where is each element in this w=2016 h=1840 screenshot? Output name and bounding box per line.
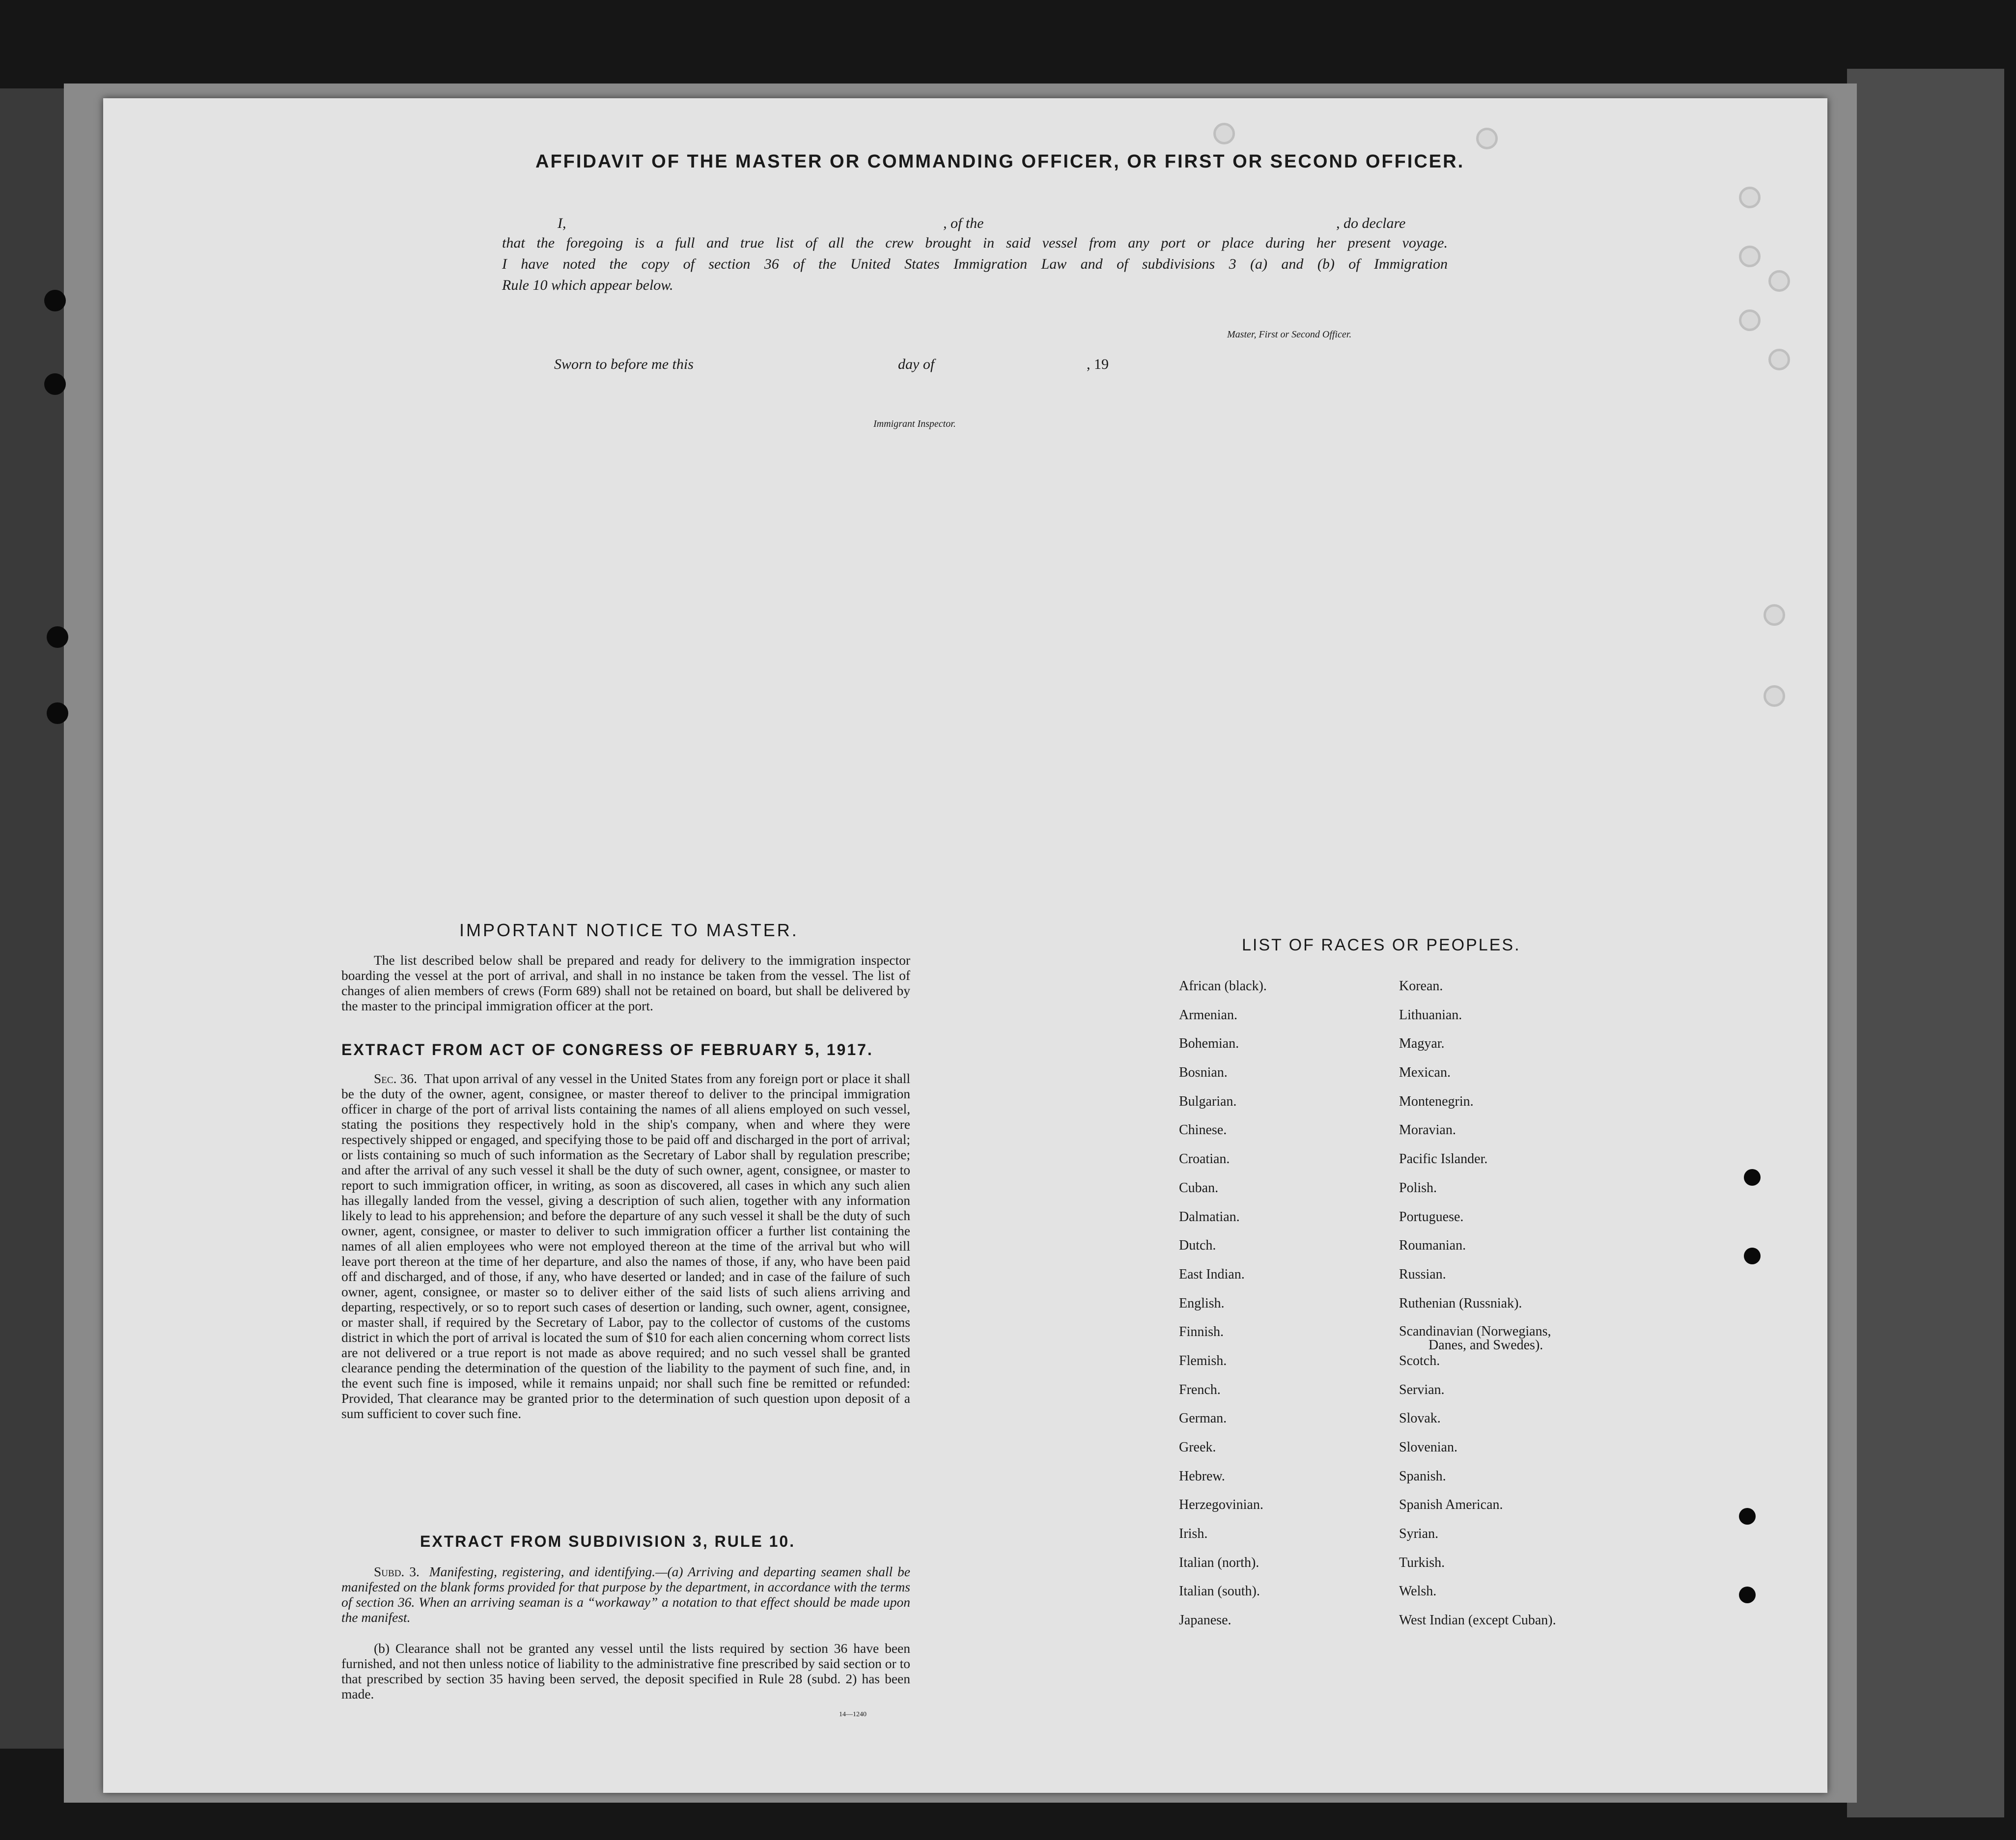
notice-text: The list described below shall be prepared and ready for delivery to the immigration inspector boarding the vessel at the port of arrival, and shall in no instance be taken from the vessel. The list of changes of alien members of crews (Form 689) shall not be retained on board, but shall be delivered by the master to the principal immigration officer at the port. xyxy=(341,952,910,1013)
race-item-left-label: Dutch. xyxy=(1179,1238,1216,1254)
affidavit-of-the: , of the xyxy=(943,215,984,231)
races-right-column xyxy=(1399,979,1556,1642)
race-item-left xyxy=(1179,1296,1267,1325)
race-item-right xyxy=(1399,1383,1556,1412)
race-item-right-label: Mexican. xyxy=(1399,1065,1451,1081)
race-item-right-label: Magyar. xyxy=(1399,1036,1445,1052)
race-item-right-label: Ruthenian (Russniak). xyxy=(1399,1295,1522,1311)
race-item-left xyxy=(1179,1411,1267,1440)
sworn-day-of: day of xyxy=(898,356,935,372)
extract-rule-title: EXTRACT FROM SUBDIVISION 3, RULE 10. xyxy=(420,1533,796,1550)
race-item-left-label: Flemish. xyxy=(1179,1353,1227,1368)
race-item-left-label: Italian (south). xyxy=(1179,1584,1260,1599)
race-item-right xyxy=(1399,1181,1556,1210)
race-item-left-label: Bulgarian. xyxy=(1179,1093,1237,1109)
race-item-left-label: Chinese. xyxy=(1179,1122,1227,1138)
race-item-right xyxy=(1399,1238,1556,1267)
binder-hole xyxy=(44,373,66,395)
race-item-left xyxy=(1179,1383,1267,1412)
race-item-left-label: French. xyxy=(1179,1382,1221,1397)
race-item-right xyxy=(1399,1296,1556,1325)
race-item-right xyxy=(1399,1527,1556,1556)
race-item-right xyxy=(1399,1210,1556,1239)
race-item-left-label: Japanese. xyxy=(1179,1613,1232,1628)
race-item-left-label: Bosnian. xyxy=(1179,1065,1228,1081)
race-item-right xyxy=(1399,1325,1556,1354)
race-item-left xyxy=(1179,1065,1267,1094)
race-item-left-label: German. xyxy=(1179,1411,1227,1426)
race-item-right xyxy=(1399,1008,1556,1037)
race-item-right xyxy=(1399,979,1556,1008)
race-item-right xyxy=(1399,1094,1556,1123)
race-item-right xyxy=(1399,1498,1556,1527)
punch-hole xyxy=(1739,1587,1756,1603)
binder-hole xyxy=(47,702,68,724)
affidavit-line-3: I have noted the copy of section 36 of the United States Immigration Law and of subdivisions 3 (a) and (b) of Immigration xyxy=(502,256,1448,272)
notice-title: IMPORTANT NOTICE TO MASTER. xyxy=(459,920,799,940)
race-item-left-label: Hebrew. xyxy=(1179,1468,1225,1484)
race-item-left xyxy=(1179,1556,1267,1585)
punch-hole xyxy=(1764,604,1785,626)
sworn-text: Sworn to before me this xyxy=(554,356,694,372)
punch-hole xyxy=(1768,270,1790,292)
race-item-right xyxy=(1399,1440,1556,1469)
race-item-left xyxy=(1179,1613,1267,1642)
extract-act-title: EXTRACT FROM ACT OF CONGRESS OF FEBRUARY 5, 1917. xyxy=(341,1041,873,1059)
form-number: 14—1240 xyxy=(839,1711,867,1718)
sec-36-body: That upon arrival of any vessel in the United States from any foreign port or place it shall be the duty of the owner, agent, consignee, or master thereof to deliver to the principal immigration officer in charge of the port of arrival lists containing the names of all aliens employed on such vessel, stating the positions they respectively hold in the ship's company, when and where they were respectively shipped or engaged, and specifying those to be paid off and discharged in the port of arrival; or lists containing so much of such information as the Secretary of Labor shall by regulation prescribe; and after the arrival of any such vessel it shall be the duty of such owner, agent, consignee, or master to report to such immigration officer, in writing, as soon as discovered, all cases in which any such alien has illegally landed from the vessel, giving a description of such alien, together with any information likely to lead to his apprehension; and before the departure of any such vessel it shall be the duty of such owner, agent, consignee, or master to deliver to such immigration officer a further list containing the names of all alien employees who were not employed thereon at the time of the arrival but who will leave port thereon at the time of her departure, and also the names of those, if any, who have been paid off and discharged, and of those, if any, who have deserted or landed; and in case of the failure of such owner, agent, consignee, or master so to deliver either of the said lists of such aliens arriving and departing, respectively, or so to report such cases of desertion or landing, such owner, agent, consignee, or master shall, if required by the Secretary of Labor, pay to the collector of customs of the customs district in which the port of arrival is located the sum of $10 for each alien concerning whom correct lists are not delivered or a true report is not made as above required; and no such vessel shall be granted clearance pending the determination of the question of the liability to the payment of such fine, and, in the event such fine is imposed, while it remains unpaid; nor shall such fine be remitted or refunded: Provided, That clearance may be granted prior to the determination of such question upon deposit of a sum sufficient to cover such fine. xyxy=(341,1071,911,1421)
race-item-left xyxy=(1179,1498,1267,1527)
race-item-right xyxy=(1399,1123,1556,1152)
race-item-right-label: Scandinavian (Norwegians, xyxy=(1399,1324,1551,1339)
race-item-left xyxy=(1179,1584,1267,1613)
race-item-right xyxy=(1399,1267,1556,1296)
race-item-left-label: Irish. xyxy=(1179,1526,1208,1542)
race-item-right-label: Russian. xyxy=(1399,1266,1446,1282)
race-item-left xyxy=(1179,1181,1267,1210)
races-left-column xyxy=(1179,979,1267,1642)
extract-rule-para-a xyxy=(341,1564,910,1625)
punch-hole xyxy=(1476,128,1498,149)
race-item-left xyxy=(1179,1008,1267,1037)
race-item-left-label: Croatian. xyxy=(1179,1151,1230,1167)
race-item-right-label: Welsh. xyxy=(1399,1584,1437,1599)
race-item-right-label: Turkish. xyxy=(1399,1555,1445,1570)
subd-3a-body: Manifesting, registering, and identifying.—(a) Arriving and departing seamen shall be manifested on the blank forms provided for that purpose by the department, in accordance with the terms of section 36. When an arriving seaman is a “workaway” a notation to that effect should be made upon the manifest. xyxy=(341,1564,911,1625)
race-item-left xyxy=(1179,1267,1267,1296)
subd-label: Subd. 3. xyxy=(374,1564,420,1579)
race-item-right-label-continued: Danes, and Swedes). xyxy=(1428,1338,1543,1353)
race-item-right xyxy=(1399,1065,1556,1094)
race-item-left-label: Finnish. xyxy=(1179,1324,1224,1340)
punch-hole xyxy=(1744,1248,1761,1264)
race-item-left xyxy=(1179,1094,1267,1123)
race-item-right-label: Pacific Islander. xyxy=(1399,1151,1488,1167)
affidavit-do-declare: , do declare xyxy=(1336,215,1406,231)
race-item-right-label: Polish. xyxy=(1399,1180,1437,1196)
races-title: LIST OF RACES OR PEOPLES. xyxy=(1242,936,1521,954)
race-item-left-label: Cuban. xyxy=(1179,1180,1219,1196)
manifest-sheet xyxy=(103,98,1827,1793)
race-item-right xyxy=(1399,1152,1556,1181)
extract-rule-para-b: (b) Clearance shall not be granted any vessel until the lists required by section 36 have been furnished, and not then unless notice of liability to the administrative fine prescribed by said section or to that prescribed by section 35 having been served, the deposit specified in Rule 28 (subd. 2) has been made. xyxy=(341,1641,910,1701)
sworn-year: , 19 xyxy=(1087,356,1109,372)
affidavit-i: I, xyxy=(558,215,566,231)
punch-hole xyxy=(1213,123,1235,144)
punch-hole xyxy=(1744,1169,1761,1186)
extract-act-text xyxy=(341,1071,910,1421)
race-item-left xyxy=(1179,1210,1267,1239)
race-item-left-label: Greek. xyxy=(1179,1440,1216,1455)
punch-hole xyxy=(1739,246,1761,267)
race-item-right-label: Spanish American. xyxy=(1399,1497,1503,1513)
race-item-right xyxy=(1399,1411,1556,1440)
race-item-left-label: Armenian. xyxy=(1179,1007,1237,1023)
race-item-left-label: Dalmatian. xyxy=(1179,1209,1240,1225)
race-item-right-label: Moravian. xyxy=(1399,1122,1456,1138)
immigrant-inspector-label: Immigrant Inspector. xyxy=(873,418,956,429)
master-signature-label: Master, First or Second Officer. xyxy=(1227,329,1352,340)
race-item-left xyxy=(1179,979,1267,1008)
race-item-left xyxy=(1179,1123,1267,1152)
race-item-left xyxy=(1179,1469,1267,1498)
race-item-right xyxy=(1399,1556,1556,1585)
race-item-left xyxy=(1179,1440,1267,1469)
race-item-right-label: Spanish. xyxy=(1399,1468,1446,1484)
race-item-left xyxy=(1179,1036,1267,1065)
race-item-right xyxy=(1399,1036,1556,1065)
affidavit-line-2: that the foregoing is a full and true list of all the crew brought in said vessel from any port or place during her present voyage. xyxy=(502,235,1448,251)
race-item-right-label: Lithuanian. xyxy=(1399,1007,1462,1023)
punch-hole xyxy=(1739,187,1761,208)
sec-label: Sec. 36. xyxy=(374,1071,418,1086)
binder-hole xyxy=(47,626,68,648)
race-item-right-label: Slovak. xyxy=(1399,1411,1441,1426)
race-item-right-label: Servian. xyxy=(1399,1382,1445,1397)
race-item-right-label: Scotch. xyxy=(1399,1353,1440,1368)
punch-hole xyxy=(1768,349,1790,370)
race-item-right xyxy=(1399,1354,1556,1383)
race-item-right-label: Korean. xyxy=(1399,978,1443,994)
race-item-right-label: Portuguese. xyxy=(1399,1209,1464,1225)
race-item-left xyxy=(1179,1325,1267,1354)
punch-hole xyxy=(1739,1508,1756,1525)
affidavit-title: AFFIDAVIT OF THE MASTER OR COMMANDING OFFICER, OR FIRST OR SECOND OFFICER. xyxy=(535,151,1465,172)
race-item-right xyxy=(1399,1469,1556,1498)
race-item-right xyxy=(1399,1613,1556,1642)
punch-hole xyxy=(1739,309,1761,331)
race-item-left xyxy=(1179,1527,1267,1556)
race-item-right-label: Syrian. xyxy=(1399,1526,1439,1542)
race-item-left-label: Italian (north). xyxy=(1179,1555,1260,1570)
race-item-right-label: Roumanian. xyxy=(1399,1238,1466,1254)
binder-right-edge xyxy=(1847,69,2004,1817)
race-item-left-label: Herzegovinian. xyxy=(1179,1497,1263,1513)
binder-hole xyxy=(44,290,66,311)
race-item-right-label: West Indian (except Cuban). xyxy=(1399,1613,1556,1628)
race-item-left-label: English. xyxy=(1179,1295,1225,1311)
punch-hole xyxy=(1764,685,1785,707)
race-item-left xyxy=(1179,1238,1267,1267)
affidavit-line-4: Rule 10 which appear below. xyxy=(502,277,673,293)
race-item-left-label: Bohemian. xyxy=(1179,1036,1239,1052)
race-item-left-label: African (black). xyxy=(1179,978,1267,994)
race-item-left xyxy=(1179,1354,1267,1383)
race-item-right-label: Slovenian. xyxy=(1399,1440,1457,1455)
race-item-left-label: East Indian. xyxy=(1179,1266,1245,1282)
race-item-right-label: Montenegrin. xyxy=(1399,1093,1474,1109)
race-item-right xyxy=(1399,1584,1556,1613)
race-item-left xyxy=(1179,1152,1267,1181)
